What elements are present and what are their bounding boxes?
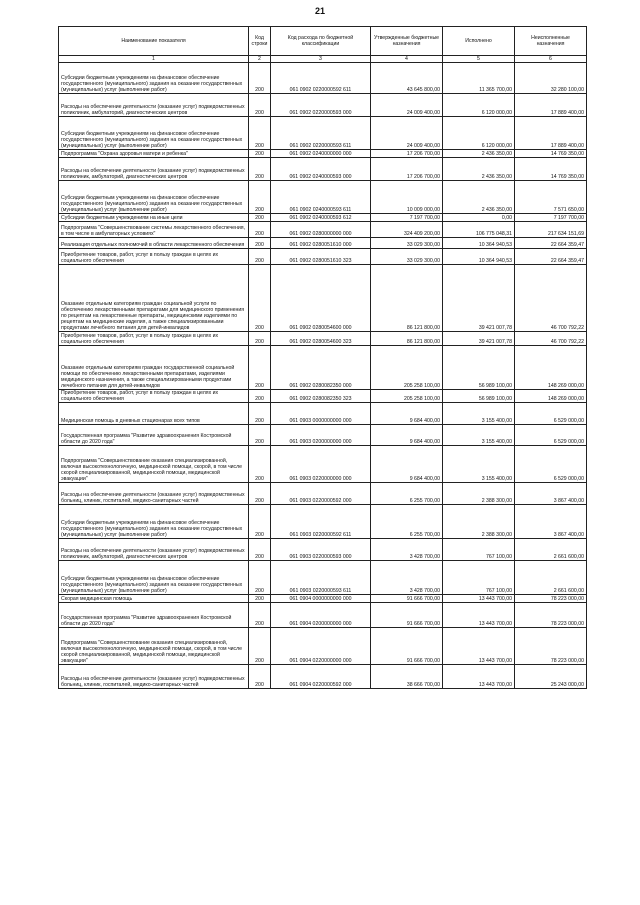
table-row — [59, 150, 587, 158]
header-unexecuted: Неисполненные назначения — [515, 27, 587, 56]
row-unexecuted-cell: 46 700 792,22 — [515, 332, 587, 346]
row-classification-cell: 061 0903 0220000593 000 — [271, 539, 371, 561]
row-classification-cell: 061 0902 0220000593 611 — [271, 117, 371, 150]
row-classification-cell: 061 0902 0280054600 323 — [271, 332, 371, 346]
row-unexecuted-cell: 7 197 700,00 — [515, 214, 587, 222]
row-name-cell: Скорая медицинская помощь — [59, 595, 249, 603]
table-row — [59, 158, 587, 181]
page-number: 21 — [314, 6, 325, 16]
row-executed-cell: 13 443 700,00 — [443, 628, 515, 665]
row-classification-cell: 061 0902 0240000000 000 — [271, 150, 371, 158]
table-row — [59, 332, 587, 346]
row-executed-cell: 767 100,00 — [443, 539, 515, 561]
row-unexecuted-cell: 3 867 400,00 — [515, 483, 587, 505]
row-approved-cell: 43 645 800,00 — [371, 63, 443, 94]
index-cell: 1 — [59, 56, 249, 63]
table-row — [59, 446, 587, 483]
table-row — [59, 249, 587, 265]
row-approved-cell: 10 009 000,00 — [371, 181, 443, 214]
row-executed-cell: 2 388 300,00 — [443, 483, 515, 505]
row-unexecuted-cell: 17 889 400,00 — [515, 117, 587, 150]
row-classification-cell: 061 0902 0280051610 000 — [271, 238, 371, 249]
row-approved-cell: 91 666 700,00 — [371, 628, 443, 665]
index-cell: 4 — [371, 56, 443, 63]
table-row — [59, 505, 587, 539]
table-row — [59, 265, 587, 332]
row-line-code-cell: 200 — [249, 561, 271, 595]
index-cell: 3 — [271, 56, 371, 63]
row-line-code-cell: 200 — [249, 446, 271, 483]
row-approved-cell: 17 206 700,00 — [371, 158, 443, 181]
row-executed-cell: 10 364 940,53 — [443, 238, 515, 249]
row-unexecuted-cell: 22 664 359,47 — [515, 238, 587, 249]
row-name-cell: Расходы на обеспечение деятельности (оказание услуг) подведомственных поликлиник, амбулаторий, диагностических центров — [59, 158, 249, 181]
row-approved-cell: 3 428 700,00 — [371, 539, 443, 561]
table-body — [59, 63, 587, 689]
row-classification-cell: 061 0904 0000000000 000 — [271, 595, 371, 603]
row-line-code-cell: 200 — [249, 346, 271, 390]
row-executed-cell: 56 989 100,00 — [443, 346, 515, 390]
row-classification-cell: 061 0904 0220000000 000 — [271, 628, 371, 665]
row-approved-cell: 86 121 800,00 — [371, 332, 443, 346]
row-executed-cell: 10 364 940,53 — [443, 249, 515, 265]
header-row — [59, 27, 587, 56]
row-unexecuted-cell: 14 769 350,00 — [515, 158, 587, 181]
row-name-cell: Расходы на обеспечение деятельности (оказание услуг) подведомственных поликлиник, амбулаторий, диагностических центров — [59, 94, 249, 117]
row-name-cell: Расходы на обеспечение деятельности (оказание услуг) подведомственных больниц, клиник, госпиталей, медико-санитарных частей — [59, 665, 249, 689]
row-approved-cell: 24 009 400,00 — [371, 94, 443, 117]
row-line-code-cell: 200 — [249, 483, 271, 505]
table-row — [59, 628, 587, 665]
row-executed-cell: 11 365 700,00 — [443, 63, 515, 94]
row-name-cell: Приобретение товаров, работ, услуг в пользу граждан в целях их социального обеспечения — [59, 390, 249, 403]
row-executed-cell: 13 443 700,00 — [443, 665, 515, 689]
table-row — [59, 94, 587, 117]
row-unexecuted-cell: 3 867 400,00 — [515, 505, 587, 539]
row-approved-cell: 9 684 400,00 — [371, 446, 443, 483]
row-unexecuted-cell: 6 529 000,00 — [515, 425, 587, 446]
row-classification-cell: 061 0902 0280054600 000 — [271, 265, 371, 332]
row-approved-cell: 9 684 400,00 — [371, 403, 443, 425]
row-line-code-cell: 200 — [249, 332, 271, 346]
row-line-code-cell: 200 — [249, 94, 271, 117]
row-classification-cell: 061 0903 0200000000 000 — [271, 425, 371, 446]
table-row — [59, 181, 587, 214]
row-executed-cell: 56 989 100,00 — [443, 390, 515, 403]
row-executed-cell: 39 421 007,78 — [443, 332, 515, 346]
row-approved-cell: 33 029 300,00 — [371, 249, 443, 265]
row-line-code-cell: 200 — [249, 214, 271, 222]
table-row — [59, 603, 587, 628]
row-approved-cell: 38 666 700,00 — [371, 665, 443, 689]
row-executed-cell: 3 155 400,00 — [443, 446, 515, 483]
row-name-cell: Оказание отдельным категориям граждан государственной социальной помощи по обеспечению лекарственными препаратами, изделиями медицинского назначения, а также специализированными продуктами лечебного питания для детей-инвалидов — [59, 346, 249, 390]
table-row — [59, 483, 587, 505]
row-name-cell: Субсидии бюджетным учреждениям на финансовое обеспечение государственного (муниципального) задания на оказание государственных (муниципальных) услуг (выполнение работ) — [59, 181, 249, 214]
row-name-cell: Приобретение товаров, работ, услуг в пользу граждан в целях их социального обеспечения — [59, 249, 249, 265]
row-line-code-cell: 200 — [249, 390, 271, 403]
row-name-cell: Субсидии бюджетным учреждениям на иные цели — [59, 214, 249, 222]
row-classification-cell: 061 0902 0280000000 000 — [271, 222, 371, 238]
row-executed-cell: 106 775 048,31 — [443, 222, 515, 238]
table-row — [59, 425, 587, 446]
index-cell: 2 — [249, 56, 271, 63]
table-row — [59, 665, 587, 689]
row-name-cell: Расходы на обеспечение деятельности (оказание услуг) подведомственных поликлиник, амбулаторий, диагностических центров — [59, 539, 249, 561]
row-name-cell: Государственная программа "Развитие здравоохранения Костромской области до 2020 года" — [59, 425, 249, 446]
row-name-cell: Приобретение товаров, работ, услуг в пользу граждан в целях их социального обеспечения — [59, 332, 249, 346]
table-row — [59, 539, 587, 561]
row-unexecuted-cell: 148 269 000,00 — [515, 346, 587, 390]
row-executed-cell: 2 436 350,00 — [443, 181, 515, 214]
row-approved-cell: 7 197 700,00 — [371, 214, 443, 222]
row-line-code-cell: 200 — [249, 158, 271, 181]
row-approved-cell: 9 684 400,00 — [371, 425, 443, 446]
row-unexecuted-cell: 78 223 000,00 — [515, 628, 587, 665]
row-unexecuted-cell: 32 280 100,00 — [515, 63, 587, 94]
row-line-code-cell: 200 — [249, 539, 271, 561]
row-unexecuted-cell: 6 529 000,00 — [515, 403, 587, 425]
row-name-cell: Субсидии бюджетным учреждениям на финансовое обеспечение государственного (муниципального) задания на оказание государственных (муниципальных) услуг (выполнение работ) — [59, 561, 249, 595]
row-line-code-cell: 200 — [249, 63, 271, 94]
row-line-code-cell: 200 — [249, 603, 271, 628]
row-line-code-cell: 200 — [249, 238, 271, 249]
row-name-cell: Государственная программа "Развитие здравоохранения Костромской области до 2020 года" — [59, 603, 249, 628]
row-approved-cell: 6 255 700,00 — [371, 505, 443, 539]
row-unexecuted-cell: 46 700 792,22 — [515, 265, 587, 332]
row-unexecuted-cell: 7 571 650,00 — [515, 181, 587, 214]
row-unexecuted-cell: 17 889 400,00 — [515, 94, 587, 117]
row-line-code-cell: 200 — [249, 265, 271, 332]
row-line-code-cell: 200 — [249, 595, 271, 603]
row-unexecuted-cell: 2 661 600,00 — [515, 539, 587, 561]
row-unexecuted-cell: 78 223 000,00 — [515, 603, 587, 628]
header-line-code: Код строки — [249, 27, 271, 56]
row-name-cell: Подпрограмма "Совершенствование оказания специализированной, включая высокотехнологичную, медицинской помощи, скорой, в том числе скорой специализированной, медицинской помощи, медицинской эвакуации" — [59, 446, 249, 483]
row-classification-cell: 061 0902 0280082350 000 — [271, 346, 371, 390]
index-cell: 6 — [515, 56, 587, 63]
row-classification-cell: 061 0903 0220000593 611 — [271, 561, 371, 595]
budget-execution-table — [58, 26, 587, 689]
row-executed-cell: 3 155 400,00 — [443, 425, 515, 446]
table-row — [59, 117, 587, 150]
row-name-cell: Подпрограмма "Охрана здоровья матери и ребенка" — [59, 150, 249, 158]
row-classification-cell: 061 0902 0240000593 611 — [271, 181, 371, 214]
row-approved-cell: 24 009 400,00 — [371, 117, 443, 150]
header-name: Наименование показателя — [59, 27, 249, 56]
row-line-code-cell: 200 — [249, 181, 271, 214]
row-approved-cell: 205 258 100,00 — [371, 390, 443, 403]
row-unexecuted-cell: 25 243 000,00 — [515, 665, 587, 689]
row-approved-cell: 91 666 700,00 — [371, 603, 443, 628]
row-name-cell: Подпрограмма "Совершенствование оказания специализированной, включая высокотехнологичную, медицинской помощи, скорой, в том числе скорой специализированной, медицинской помощи, медицинской эвакуации" — [59, 628, 249, 665]
row-unexecuted-cell: 78 223 000,00 — [515, 595, 587, 603]
row-unexecuted-cell: 6 529 000,00 — [515, 446, 587, 483]
row-executed-cell: 13 443 700,00 — [443, 595, 515, 603]
row-approved-cell: 205 258 100,00 — [371, 346, 443, 390]
header-executed: Исполнено — [443, 27, 515, 56]
row-name-cell: Расходы на обеспечение деятельности (оказание услуг) подведомственных больниц, клиник, госпиталей, медико-санитарных частей — [59, 483, 249, 505]
row-executed-cell: 2 436 350,00 — [443, 158, 515, 181]
row-approved-cell: 33 029 300,00 — [371, 238, 443, 249]
table-row — [59, 561, 587, 595]
row-classification-cell: 061 0903 0220000000 000 — [271, 446, 371, 483]
row-line-code-cell: 200 — [249, 222, 271, 238]
row-line-code-cell: 200 — [249, 117, 271, 150]
row-classification-cell: 061 0902 0280082350 323 — [271, 390, 371, 403]
table-row — [59, 238, 587, 249]
row-name-cell: Реализация отдельных полномочий в области лекарственного обеспечения — [59, 238, 249, 249]
row-name-cell: Субсидии бюджетным учреждениям на финансовое обеспечение государственного (муниципального) задания на оказание государственных (муниципальных) услуг (выполнение работ) — [59, 117, 249, 150]
row-name-cell: Субсидии бюджетным учреждениям на финансовое обеспечение государственного (муниципального) задания на оказание государственных (муниципальных) услуг (выполнение работ) — [59, 505, 249, 539]
table-row — [59, 222, 587, 238]
row-executed-cell: 39 421 007,78 — [443, 265, 515, 332]
row-unexecuted-cell: 22 664 359,47 — [515, 249, 587, 265]
row-approved-cell: 3 428 700,00 — [371, 561, 443, 595]
row-name-cell: Оказание отдельным категориям граждан социальной услуги по обеспечению лекарственными препаратами для медицинского применения по рецептам на лекарственные препараты, медицинскими изделиями по рецептам на медицинские изделия, а также специализированными продуктами лечебного питания для детей-инвалидов — [59, 265, 249, 332]
row-name-cell: Медицинская помощь в дневных стационарах всех типов — [59, 403, 249, 425]
row-executed-cell: 6 120 000,00 — [443, 94, 515, 117]
row-classification-cell: 061 0902 0240000593 612 — [271, 214, 371, 222]
row-line-code-cell: 200 — [249, 505, 271, 539]
row-line-code-cell: 200 — [249, 628, 271, 665]
row-approved-cell: 86 121 800,00 — [371, 265, 443, 332]
row-unexecuted-cell: 14 769 350,00 — [515, 150, 587, 158]
column-index-row — [59, 56, 587, 63]
row-executed-cell: 0,00 — [443, 214, 515, 222]
row-unexecuted-cell: 217 634 151,69 — [515, 222, 587, 238]
row-classification-cell: 061 0902 0240000593 000 — [271, 158, 371, 181]
table-row — [59, 403, 587, 425]
row-classification-cell: 061 0902 0280051610 323 — [271, 249, 371, 265]
row-executed-cell: 767 100,00 — [443, 561, 515, 595]
row-executed-cell: 2 436 350,00 — [443, 150, 515, 158]
row-line-code-cell: 200 — [249, 425, 271, 446]
row-classification-cell: 061 0903 0220000592 611 — [271, 505, 371, 539]
table-row — [59, 595, 587, 603]
row-executed-cell: 6 120 000,00 — [443, 117, 515, 150]
table-row — [59, 346, 587, 390]
header-classification: Код расхода по бюджетной классификации — [271, 27, 371, 56]
row-approved-cell: 91 666 700,00 — [371, 595, 443, 603]
row-unexecuted-cell: 148 269 000,00 — [515, 390, 587, 403]
row-classification-cell: 061 0902 0220000592 611 — [271, 63, 371, 94]
row-name-cell: Субсидии бюджетным учреждениям на финансовое обеспечение государственного (муниципального) задания на оказание государственных (муниципальных) услуг (выполнение работ) — [59, 63, 249, 94]
row-classification-cell: 061 0903 0220000592 000 — [271, 483, 371, 505]
header-approved: Утвержденные бюджетные назначения — [371, 27, 443, 56]
row-executed-cell: 2 388 300,00 — [443, 505, 515, 539]
row-approved-cell: 324 409 200,00 — [371, 222, 443, 238]
row-classification-cell: 061 0904 0220000592 000 — [271, 665, 371, 689]
table-row — [59, 63, 587, 94]
row-name-cell: Подпрограмма "Совершенствование системы лекарственного обеспечения, в том числе в амбулаторных условиях" — [59, 222, 249, 238]
row-classification-cell: 061 0903 0000000000 000 — [271, 403, 371, 425]
row-line-code-cell: 200 — [249, 665, 271, 689]
row-classification-cell: 061 0904 0200000000 000 — [271, 603, 371, 628]
row-line-code-cell: 200 — [249, 249, 271, 265]
row-approved-cell: 6 255 700,00 — [371, 483, 443, 505]
table-row — [59, 390, 587, 403]
row-classification-cell: 061 0902 0220000593 000 — [271, 94, 371, 117]
row-executed-cell: 13 443 700,00 — [443, 603, 515, 628]
table-row — [59, 214, 587, 222]
row-line-code-cell: 200 — [249, 150, 271, 158]
row-line-code-cell: 200 — [249, 403, 271, 425]
row-approved-cell: 17 206 700,00 — [371, 150, 443, 158]
row-executed-cell: 3 155 400,00 — [443, 403, 515, 425]
index-cell: 5 — [443, 56, 515, 63]
row-unexecuted-cell: 2 661 600,00 — [515, 561, 587, 595]
